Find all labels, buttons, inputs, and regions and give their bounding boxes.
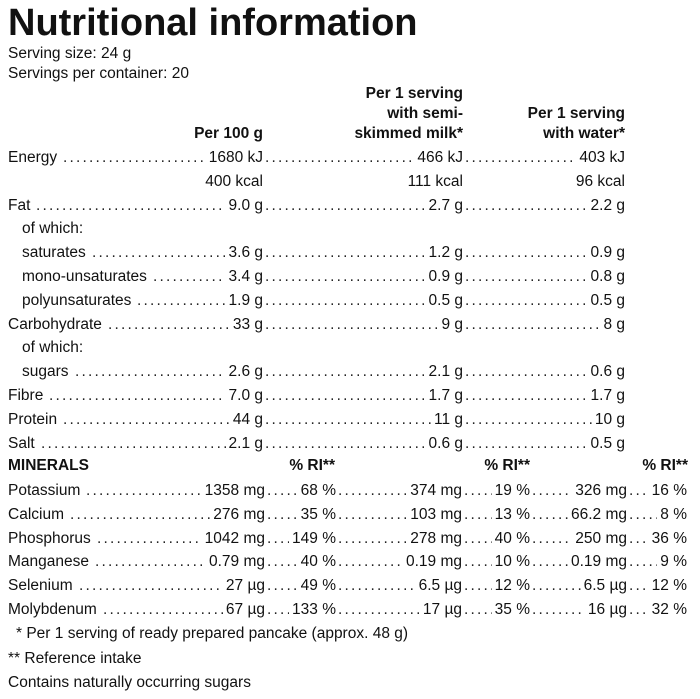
leader-dots xyxy=(265,194,426,218)
leader-dots xyxy=(267,574,298,598)
mineral-ri-percent: 13 % xyxy=(494,506,530,523)
nutrient-label: polyunsaturates xyxy=(22,292,132,309)
nutrient-label: saturates xyxy=(22,244,86,261)
leader-dots xyxy=(532,527,572,551)
nutrient-label: Energy xyxy=(8,149,58,166)
page-title: Nutritional information xyxy=(8,2,418,44)
nutrient-value: 466 kJ xyxy=(417,149,463,166)
nutrient-value: 3.6 g xyxy=(228,244,263,261)
mineral-ri-percent: 12 % xyxy=(651,577,687,594)
leader-dots xyxy=(629,598,649,622)
mineral-amount: 1042 mg xyxy=(204,530,265,547)
column-header-milk-line2: with semi- xyxy=(387,105,463,122)
ri-header-water: % RI** xyxy=(642,457,688,474)
minerals-header: MINERALS xyxy=(8,457,89,474)
leader-dots xyxy=(267,527,289,551)
leader-dots xyxy=(92,241,226,265)
leader-dots xyxy=(532,598,585,622)
nutrient-label: sugars xyxy=(22,363,69,380)
leader-dots xyxy=(464,503,492,527)
leader-dots xyxy=(49,384,226,408)
leader-dots xyxy=(265,408,431,432)
leader-dots xyxy=(265,265,426,289)
nutrient-value: 0.5 g xyxy=(590,292,625,309)
leader-dots xyxy=(338,598,420,622)
leader-dots xyxy=(629,527,649,551)
nutrient-value: 1.7 g xyxy=(428,387,463,404)
nutrient-value: 11 g xyxy=(433,411,463,428)
nutrient-label: of which: xyxy=(22,220,84,237)
leader-dots xyxy=(265,289,426,313)
leader-dots xyxy=(464,550,492,574)
nutrient-value: 44 g xyxy=(232,411,263,428)
nutrient-value: 2.6 g xyxy=(228,363,263,380)
leader-dots xyxy=(267,479,298,503)
mineral-amount: 0.79 mg xyxy=(208,553,265,570)
leader-dots xyxy=(338,550,403,574)
nutrient-value: 7.0 g xyxy=(228,387,263,404)
nutrient-value: 0.9 g xyxy=(590,244,625,261)
mineral-amount: 276 mg xyxy=(213,506,265,523)
leader-dots xyxy=(108,313,230,337)
mineral-label: Calcium xyxy=(8,506,64,523)
nutrient-value: 2.2 g xyxy=(590,197,625,214)
leader-dots xyxy=(97,527,202,551)
mineral-amount: 1358 mg xyxy=(204,482,265,499)
leader-dots xyxy=(532,550,568,574)
mineral-amount: 27 µg xyxy=(225,577,265,594)
nutrient-value: 2.1 g xyxy=(228,435,263,452)
nutrient-value: 1.2 g xyxy=(428,244,463,261)
leader-dots xyxy=(265,241,426,265)
mineral-amount: 6.5 µg xyxy=(418,577,462,594)
mineral-ri-percent: 40 % xyxy=(494,530,530,547)
nutrient-value: 0.5 g xyxy=(428,292,463,309)
leader-dots xyxy=(153,265,226,289)
mineral-amount: 67 µg xyxy=(225,601,265,618)
mineral-amount: 17 µg xyxy=(422,601,462,618)
mineral-label: Phosphorus xyxy=(8,530,91,547)
leader-dots xyxy=(629,503,657,527)
nutrient-value: 9 g xyxy=(441,316,463,333)
nutrient-value: 1.7 g xyxy=(590,387,625,404)
nutrient-value: 400 kcal xyxy=(205,173,263,190)
leader-dots xyxy=(338,527,407,551)
nutrient-label: Salt xyxy=(8,435,35,452)
nutrient-value: 0.6 g xyxy=(428,435,463,452)
leader-dots xyxy=(86,479,202,503)
mineral-amount: 326 mg xyxy=(575,482,627,499)
leader-dots xyxy=(629,479,649,503)
leader-dots xyxy=(465,146,576,170)
leader-dots xyxy=(95,550,206,574)
leader-dots xyxy=(79,574,223,598)
mineral-amount: 66.2 mg xyxy=(570,506,627,523)
leader-dots xyxy=(465,194,588,218)
leader-dots xyxy=(338,479,407,503)
leader-dots xyxy=(465,408,592,432)
mineral-amount: 278 mg xyxy=(410,530,462,547)
leader-dots xyxy=(464,574,492,598)
leader-dots xyxy=(465,265,588,289)
mineral-ri-percent: 10 % xyxy=(494,553,530,570)
mineral-label: Molybdenum xyxy=(8,601,97,618)
mineral-amount: 0.19 mg xyxy=(405,553,462,570)
mineral-ri-percent: 36 % xyxy=(651,530,687,547)
mineral-label: Potassium xyxy=(8,482,81,499)
nutrient-value: 1.9 g xyxy=(228,292,263,309)
ri-header-milk: % RI** xyxy=(484,457,530,474)
leader-dots xyxy=(103,598,223,622)
mineral-ri-percent: 149 % xyxy=(292,530,336,547)
mineral-label: Manganese xyxy=(8,553,90,570)
leader-dots xyxy=(267,550,298,574)
nutrient-value: 9.0 g xyxy=(228,197,263,214)
ri-header-per-100g: % RI** xyxy=(289,457,335,474)
mineral-ri-percent: 49 % xyxy=(300,577,336,594)
leader-dots xyxy=(532,574,581,598)
mineral-amount: 103 mg xyxy=(410,506,462,523)
nutrient-value: 0.5 g xyxy=(590,435,625,452)
leader-dots xyxy=(267,598,289,622)
leader-dots xyxy=(63,146,206,170)
mineral-ri-percent: 68 % xyxy=(300,482,336,499)
mineral-ri-percent: 19 % xyxy=(494,482,530,499)
nutrient-value: 403 kJ xyxy=(579,149,625,166)
leader-dots xyxy=(465,241,588,265)
column-header-water-line1: Per 1 serving xyxy=(527,105,625,122)
leader-dots xyxy=(41,432,226,456)
leader-dots xyxy=(629,550,657,574)
footnote-sugars: Contains naturally occurring sugars xyxy=(8,674,251,691)
nutrient-label: mono-unsaturates xyxy=(22,268,147,285)
nutrient-label: Carbohydrate xyxy=(8,316,102,333)
nutrient-value: 96 kcal xyxy=(575,173,625,190)
leader-dots xyxy=(267,503,298,527)
leader-dots xyxy=(36,194,226,218)
leader-dots xyxy=(75,360,226,384)
leader-dots xyxy=(532,479,572,503)
leader-dots xyxy=(465,360,588,384)
nutrient-value: 10 g xyxy=(594,411,625,428)
nutrient-value: 0.6 g xyxy=(590,363,625,380)
mineral-ri-percent: 8 % xyxy=(660,506,687,523)
leader-dots xyxy=(629,574,649,598)
mineral-ri-percent: 35 % xyxy=(300,506,336,523)
mineral-ri-percent: 9 % xyxy=(660,553,687,570)
mineral-ri-percent: 133 % xyxy=(292,601,336,618)
nutrient-value: 33 g xyxy=(232,316,263,333)
leader-dots xyxy=(265,146,414,170)
nutrient-value: 0.9 g xyxy=(428,268,463,285)
footnote-reference-intake: ** Reference intake xyxy=(8,650,142,667)
nutrient-label: Protein xyxy=(8,411,58,428)
nutrient-label: Fat xyxy=(8,197,31,214)
leader-dots xyxy=(464,527,492,551)
leader-dots xyxy=(265,432,426,456)
nutrient-value: 2.1 g xyxy=(428,363,463,380)
serving-size: Serving size: 24 g xyxy=(8,45,132,62)
column-header-milk-line3: skimmed milk* xyxy=(354,125,463,142)
mineral-ri-percent: 32 % xyxy=(651,601,687,618)
mineral-amount: 374 mg xyxy=(410,482,462,499)
column-header-milk-line1: Per 1 serving xyxy=(365,85,463,102)
column-header-water-line2: with water* xyxy=(543,125,625,142)
mineral-amount: 16 µg xyxy=(587,601,627,618)
mineral-amount: 250 mg xyxy=(575,530,627,547)
mineral-ri-percent: 40 % xyxy=(300,553,336,570)
nutrient-value: 2.7 g xyxy=(428,197,463,214)
leader-dots xyxy=(137,289,226,313)
leader-dots xyxy=(63,408,230,432)
leader-dots xyxy=(532,503,568,527)
leader-dots xyxy=(465,313,600,337)
column-header-per-100g: Per 100 g xyxy=(194,125,263,142)
footnote-serving: * Per 1 serving of ready prepared pancake (approx. 48 g) xyxy=(16,625,409,642)
leader-dots xyxy=(265,360,426,384)
leader-dots xyxy=(265,313,438,337)
leader-dots xyxy=(338,503,407,527)
leader-dots xyxy=(465,432,588,456)
mineral-amount: 6.5 µg xyxy=(583,577,627,594)
leader-dots xyxy=(70,503,210,527)
nutrient-value: 3.4 g xyxy=(228,268,263,285)
leader-dots xyxy=(265,384,426,408)
servings-per-container: Servings per container: 20 xyxy=(8,65,189,82)
nutrient-value: 111 kcal xyxy=(407,173,463,190)
leader-dots xyxy=(464,598,492,622)
nutrient-value: 1680 kJ xyxy=(208,149,263,166)
mineral-ri-percent: 35 % xyxy=(494,601,530,618)
nutrient-label: Fibre xyxy=(8,387,44,404)
nutrient-label: of which: xyxy=(22,339,84,356)
leader-dots xyxy=(464,479,492,503)
leader-dots xyxy=(465,289,588,313)
leader-dots xyxy=(338,574,416,598)
nutrient-value: 8 g xyxy=(603,316,625,333)
leader-dots xyxy=(465,384,588,408)
nutrient-value: 0.8 g xyxy=(590,268,625,285)
mineral-ri-percent: 12 % xyxy=(494,577,530,594)
mineral-amount: 0.19 mg xyxy=(570,553,627,570)
mineral-ri-percent: 16 % xyxy=(651,482,687,499)
mineral-label: Selenium xyxy=(8,577,73,594)
